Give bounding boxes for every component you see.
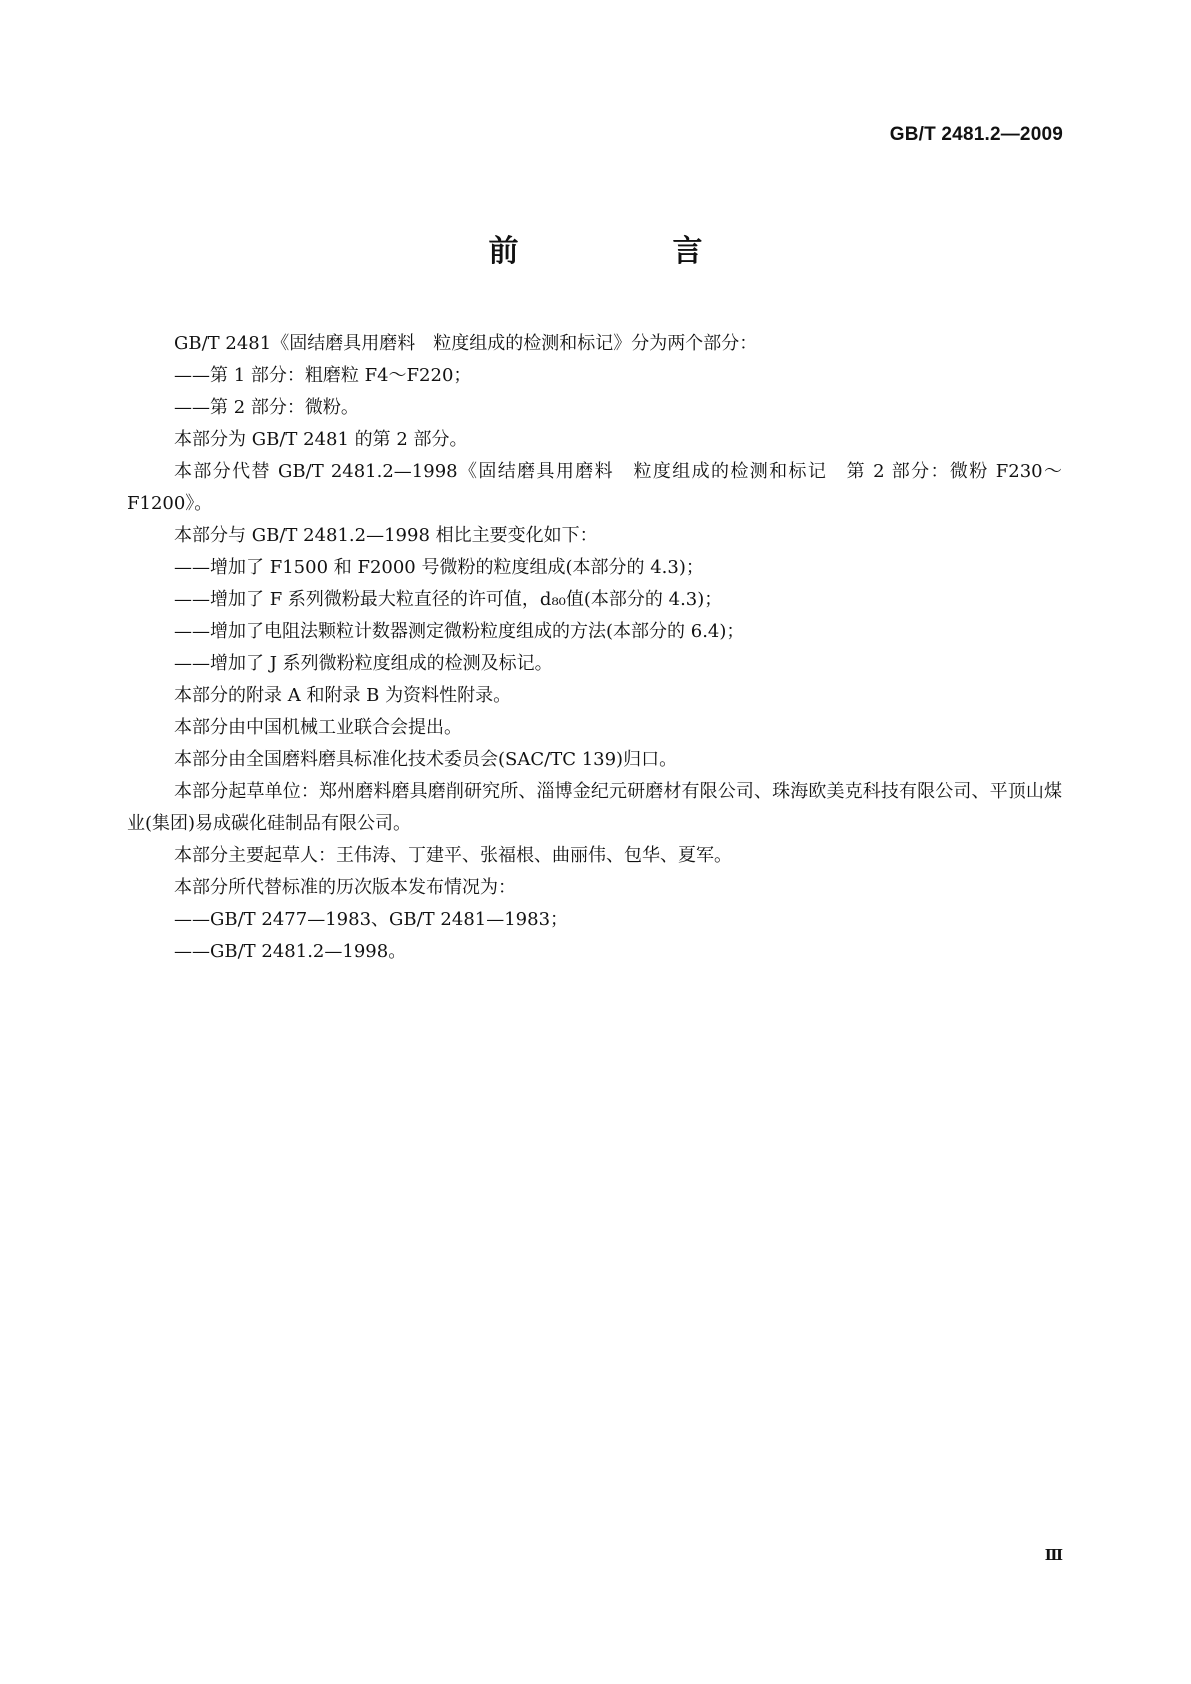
paragraph: 本部分由全国磨料磨具标准化技术委员会(SAC/TC 139)归口。 bbox=[174, 749, 678, 770]
paragraph: 本部分代替 GB/T 2481.2—1998《固结磨具用磨料 粒度组成的检测和标记 第 2 部分：微粉 F230～F1200》。 bbox=[127, 461, 1062, 514]
paragraph: 本部分由中国机械工业联合会提出。 bbox=[174, 717, 462, 738]
paragraph: 本部分所代替标准的历次版本发布情况为： bbox=[174, 877, 516, 898]
page-number: Ⅲ bbox=[1044, 1546, 1063, 1564]
paragraph: 本部分主要起草人：王伟涛、丁建平、张福根、曲丽伟、包华、夏军。 bbox=[174, 845, 732, 866]
page-title: 前 言 bbox=[488, 234, 765, 269]
list-item: ——增加了电阻法颗粒计数器测定微粉粒度组成的方法(本部分的 6.4)； bbox=[174, 621, 745, 642]
list-item: ——GB/T 2481.2—1998。 bbox=[174, 941, 407, 962]
list-item: ——增加了 J 系列微粉粒度组成的检测及标记。 bbox=[174, 653, 553, 674]
list-item: ——第 1 部分：粗磨粒 F4～F220； bbox=[174, 365, 472, 386]
list-item: ——增加了 F 系列微粉最大粒直径的许可值，d₈₀值(本部分的 4.3)； bbox=[174, 589, 723, 610]
paragraph: 本部分起草单位：郑州磨料磨具磨削研究所、淄博金纪元研磨材有限公司、珠海欧美克科技有限公司、平顶山煤业(集团)易成碳化硅制品有限公司。 bbox=[127, 781, 1062, 834]
list-item: ——GB/T 2477—1983、GB/T 2481—1983； bbox=[174, 909, 569, 930]
list-item: ——增加了 F1500 和 F2000 号微粉的粒度组成(本部分的 4.3)； bbox=[174, 557, 704, 578]
paragraph: 本部分为 GB/T 2481 的第 2 部分。 bbox=[174, 429, 468, 450]
standard-code: GB/T 2481.2—2009 bbox=[889, 124, 1063, 145]
list-item: ——第 2 部分：微粉。 bbox=[174, 397, 359, 418]
paragraph: 本部分与 GB/T 2481.2—1998 相比主要变化如下： bbox=[174, 525, 598, 546]
document-body bbox=[127, 328, 1062, 968]
paragraph: 本部分的附录 A 和附录 B 为资料性附录。 bbox=[174, 685, 512, 706]
paragraph: GB/T 2481《固结磨具用磨料 粒度组成的检测和标记》分为两个部分： bbox=[174, 333, 758, 354]
